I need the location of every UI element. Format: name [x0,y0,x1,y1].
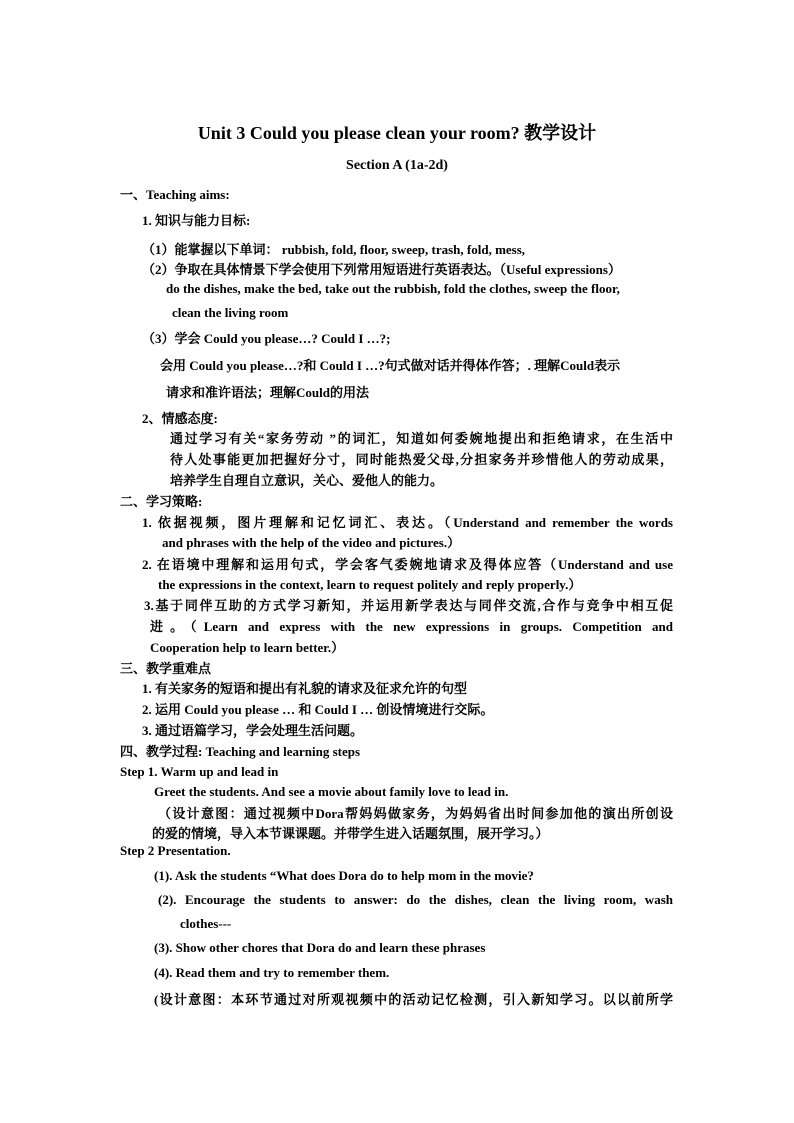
could-usage-text-cont: 请求和准许语法；理解Could的用法 [166,385,369,400]
subheading-knowledge-goals: 1. 知识与能力目标: [142,213,251,228]
key-point-2: 2. 运用 Could you please … 和 Could I … 创设情境进行交际。 [142,702,494,717]
list-item-expressions: （2）争取在具体情景下学会使用下列常用短语进行英语表达。（Useful expressions） [142,262,621,277]
step-1-design-intent: （设计意图：通过视频中Dora帮妈妈做家务，为妈妈省出时间参加他的演出所创设 [158,806,673,821]
step-1-design-intent-cont: 的爱的情境，导入本节课课题。并带学生进入话题氛围，展开学习。） [152,826,549,841]
strategy-item-3-cont-2: Cooperation help to learn better.） [150,640,345,655]
step-1-text: Greet the students. And see a movie about family love to lead in. [154,784,509,799]
strategy-item-1: 1. 依据视频，图片理解和记忆词汇、表达。（Understand and remember the words [142,515,673,530]
step-2-item-3: (3). Show other chores that Dora do and learn these phrases [154,940,486,955]
strategy-item-1-cont: and phrases with the help of the video and pictures.） [162,535,461,550]
attitude-text-3: 培养学生自理自立意识，关心、爱他人的能力。 [170,473,444,488]
strategy-item-3-cont: 进。（Learn and express with the new expressions in groups. Competition and [150,619,673,634]
could-usage-text: 会用 Could you please…?和 Could I …?句式做对话并得体作答；. 理解Could表示 [160,358,621,373]
key-point-3: 3. 通过语篇学习，学会处理生活问题。 [142,723,364,738]
subheading-attitude: 2、情感态度: [142,411,218,426]
heading-strategies: 二、学习策略: [120,494,203,509]
strategy-item-2: 2. 在语境中理解和运用句式，学会客气委婉地请求及得体应答（Understand and use [142,557,673,572]
section-subtitle: Section A (1a-2d) [346,158,448,173]
key-point-1: 1. 有关家务的短语和提出有礼貌的请求及征求允许的句型 [142,681,468,696]
heading-teaching-steps: 四、教学过程: Teaching and learning steps [120,744,361,759]
list-item-vocabulary: （1）能掌握以下单词： rubbish, fold, floor, sweep, trash, fold, mess, [142,242,526,257]
attitude-text-2: 待人处事能更加把握好分寸，同时能热爱父母,分担家务并珍惜他人的劳动成果， [170,452,673,467]
step-2-item-2-cont: clothes--- [180,916,232,931]
list-item-could: （3）学会 Could you please…? Could I …?; [142,331,391,346]
expressions-text: do the dishes, make the bed, take out the rubbish, fold the clothes, sweep the floor, [166,281,620,296]
step-2-design-intent: (设计意图：本环节通过对所观视频中的活动记忆检测，引入新知学习。以以前所学 [154,992,673,1007]
step-2-item-2: (2). Encourage the students to answer: do the dishes, clean the living room, wash [158,892,673,907]
expressions-text-cont: clean the living room [172,305,289,320]
heading-key-points: 三、教学重难点 [120,661,212,676]
step-2-item-4: (4). Read them and try to remember them. [154,965,390,980]
step-2-heading: Step 2 Presentation. [120,843,231,858]
attitude-text: 通过学习有关“家务劳动 ”的词汇，知道如何委婉地提出和拒绝请求，在生活中 [170,431,673,446]
strategy-item-2-cont: the expressions in the context, learn to request politely and reply properly.） [158,577,582,592]
document-title: Unit 3 Could you please clean your room? 教学设计 [197,123,597,143]
step-2-item-1: (1). Ask the students “What does Dora do to help mom in the movie? [154,868,534,883]
strategy-item-3: 3.基于同伴互助的方式学习新知，并运用新学表达与同伴交流,合作与竞争中相互促 [144,598,673,613]
heading-teaching-aims: 一、Teaching aims: [120,187,230,202]
step-1-heading: Step 1. Warm up and lead in [120,764,279,779]
